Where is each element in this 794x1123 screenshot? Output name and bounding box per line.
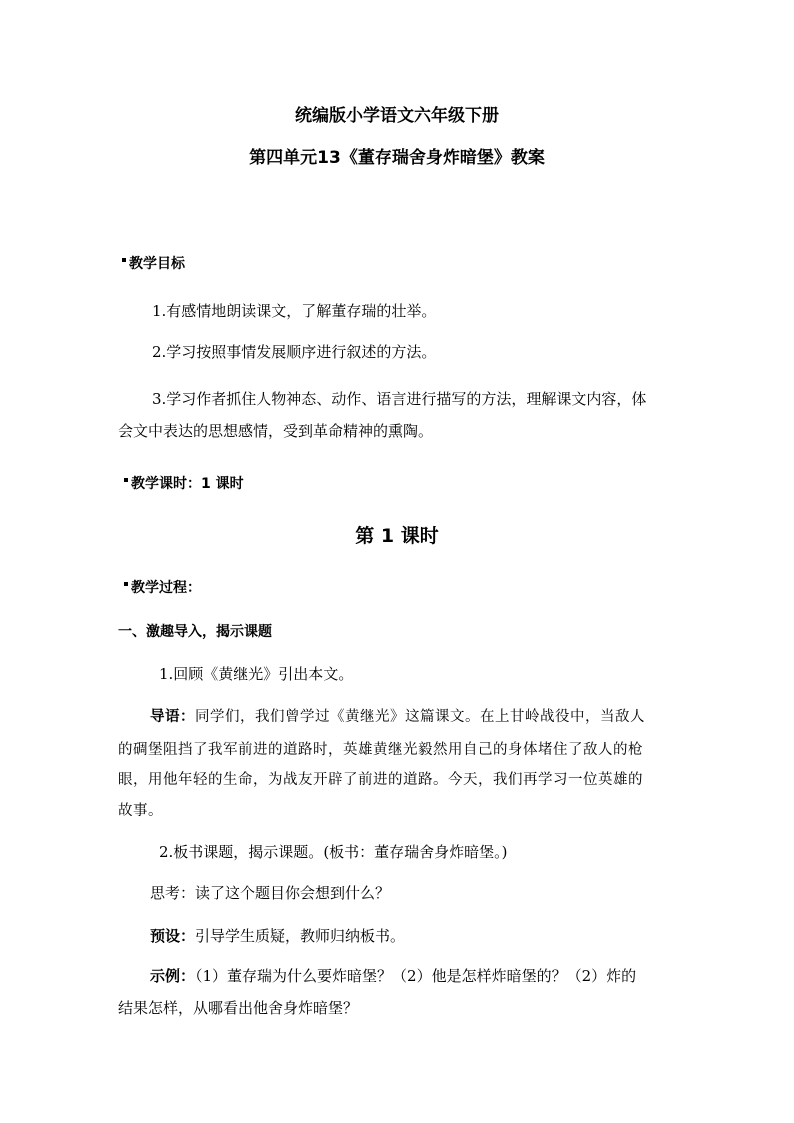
think-line: 思考：读了这个题目你会想到什么？: [150, 884, 391, 902]
lesson-title: 第 1 课时: [355, 525, 439, 547]
hours-heading-text: 教学课时：1 课时: [131, 476, 244, 492]
hours-heading: [124, 474, 244, 494]
goal-item-2: 2.学习按照事情发展顺序进行叙述的方法。: [152, 343, 437, 361]
guide-line-1: [150, 707, 645, 727]
doc-title-line2: 第四单元13《董存瑞舍身炸暗堡》教案: [249, 148, 545, 168]
guide-line-3: 眼，用他年轻的生命，为战友开辟了前进的道路。今天，我们再学习一位英雄的: [118, 772, 643, 788]
process-heading-text: 教学过程：: [131, 580, 201, 596]
doc-title-line1: 统编版小学语文六年级下册: [295, 106, 499, 126]
guide-line-4: 故事。: [118, 803, 163, 819]
guide-text-1: 同学们，我们曾学过《黄继光》这篇课文。在上甘岭战役中，当敌人: [195, 709, 645, 725]
example-text-1: （1）董存瑞为什么要炸暗堡？（2）他是怎样炸暗堡的？（2）炸的: [195, 967, 637, 985]
section-1-heading: 一、激趣导入，揭示课题: [118, 624, 272, 640]
step-1: 1.回顾《黄继光》引出本文。: [159, 665, 354, 683]
preset-label: 预设：: [150, 927, 196, 945]
goals-heading-text: 教学目标: [129, 256, 185, 272]
example-line-1: [150, 966, 636, 986]
goal-item-1: 1.有感情地朗读课文，了解董存瑞的壮举。: [152, 302, 437, 320]
bullet-icon: [124, 478, 128, 482]
bullet-icon: [122, 258, 126, 262]
goal-item-3: 3.学习作者抓住人物神态、动作、语言进行描写的方法，理解课文内容，体: [152, 390, 647, 408]
step-2: 2.板书课题，揭示课题。(板书：董存瑞舍身炸暗堡。): [159, 843, 508, 861]
process-heading: [124, 578, 201, 598]
goal-item-3-cont: 会文中表达的思想感情，受到革命精神的熏陶。: [118, 422, 434, 440]
preset-line: [150, 926, 405, 946]
preset-text: 引导学生质疑，教师归纳板书。: [195, 927, 406, 945]
example-line-2: 结果怎样，从哪看出他舍身炸暗堡？: [118, 999, 359, 1017]
guide-line-2: 的碉堡阻挡了我军前进的道路时，英雄黄继光毅然用自己的身体堵住了敌人的枪: [118, 742, 643, 758]
example-label: 示例：: [150, 967, 196, 985]
bullet-icon: [124, 582, 128, 586]
guide-label: 导语：: [150, 708, 195, 725]
goals-heading: [122, 254, 185, 274]
